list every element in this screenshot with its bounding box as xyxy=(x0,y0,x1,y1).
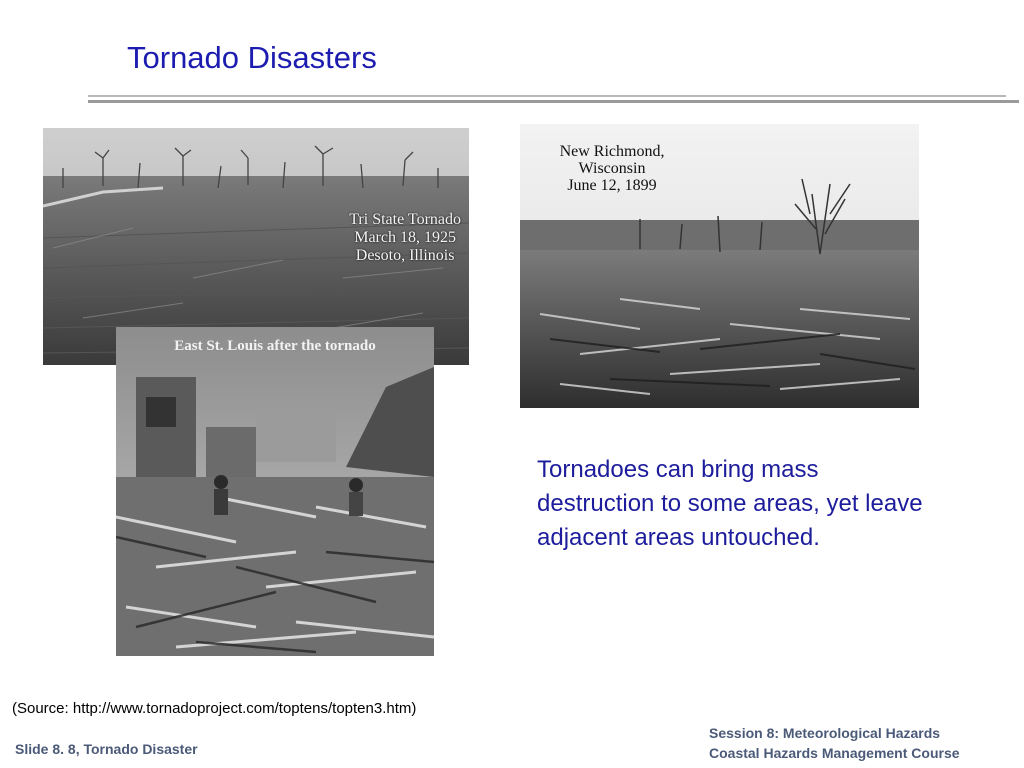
title-divider-top xyxy=(88,95,1006,97)
slide-number: Slide 8. 8, Tornado Disaster xyxy=(15,741,198,757)
richmond-caption-line2: Wisconsin xyxy=(578,159,646,177)
eststl-photo-image xyxy=(116,327,434,656)
tristate-caption-line2: March 18, 1925 xyxy=(354,228,456,246)
footer-session: Session 8: Meteorological Hazards xyxy=(709,725,941,741)
tristate-caption-line1: Tri State Tornado xyxy=(349,211,461,228)
richmond-caption-line1: New Richmond, xyxy=(559,143,665,160)
footer-course: Coastal Hazards Management Course xyxy=(709,745,960,761)
footer-course-info xyxy=(709,723,960,763)
title-divider-bottom xyxy=(88,100,1019,103)
new-richmond-photo xyxy=(520,124,919,408)
source-citation: (Source: http://www.tornadoproject.com/toptens/topten3.htm) xyxy=(12,700,417,717)
richmond-caption-line3: June 12, 1899 xyxy=(567,176,657,194)
tristate-caption-line3: Desoto, Illinois xyxy=(355,246,455,264)
slide-title: Tornado Disasters xyxy=(127,40,377,75)
east-st-louis-photo xyxy=(116,327,434,656)
eststl-caption: East St. Louis after the tornado xyxy=(174,338,376,354)
slide-body-text: Tornadoes can bring mass destruction to some areas, yet leave adjacent areas untouched. xyxy=(537,456,923,551)
